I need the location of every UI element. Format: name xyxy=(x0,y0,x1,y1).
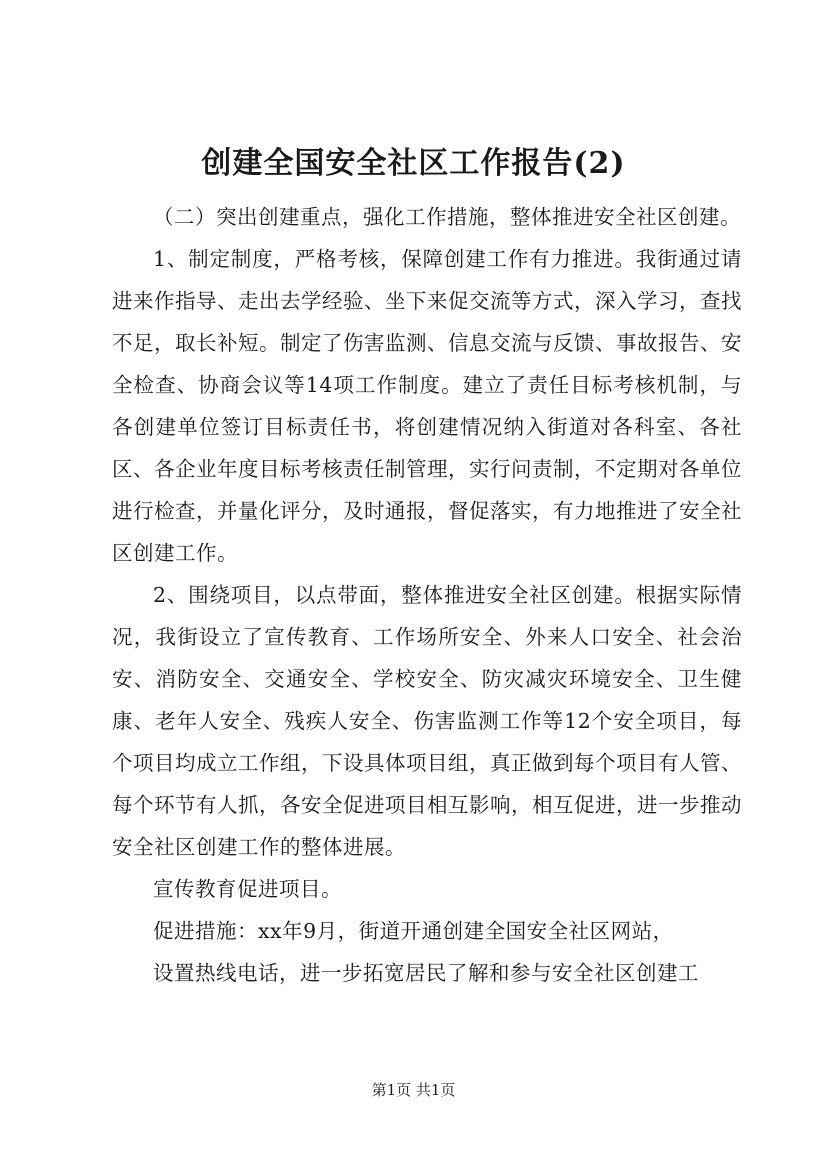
paragraph-project-title: 宣传教育促进项目。 xyxy=(153,877,342,901)
paragraph-measures: 促进措施：xx年9月，街道开通创建全国安全社区网站， xyxy=(153,919,674,943)
document-body xyxy=(112,196,742,994)
paragraph-item-1: 1、制定制度，严格考核，保障创建工作有力推进。我街通过请进来作指导、走出去学经验、坐下来促交流等方式，深入学习，查找不足，取长补短。制定了伤害监测、信息交流与反馈、事故报告、安全检查、协商会议等14项工作制度。建立了责任目标考核机制，与各创建单位签订目标责任书，将创建情况纳入街道对各科室、各社区、各企业年度目标考核责任制管理，实行问责制，不定期对各单位进行检查，并量化评分，及时通报，督促落实，有力地推进了安全社区创建工作。 xyxy=(112,247,742,565)
paragraph-section-heading: （二）突出创建重点，强化工作措施，整体推进安全社区创建。 xyxy=(153,205,741,229)
paragraph-measures-continued: 设置热线电话，进一步拓宽居民了解和参与安全社区创建工 xyxy=(153,961,699,985)
paragraph-item-2: 2、围绕项目，以点带面，整体推进安全社区创建。根据实际情况，我街设立了宣传教育、工作场所安全、外来人口安全、社会治安、消防安全、交通安全、学校安全、防灾减灾环境安全、卫生健康、老年人安全、残疾人安全、伤害监测工作等12个安全项目，每个项目均成立工作组，下设具体项目组，真正做到每个项目有人管、每个环节有人抓，各安全促进项目相互影响，相互促进，进一步推动安全社区创建工作的整体进展。 xyxy=(112,583,742,859)
page-footer: 第1页 共1页 xyxy=(371,1081,456,1099)
document-title: 创建全国安全社区工作报告(2) xyxy=(201,146,626,181)
